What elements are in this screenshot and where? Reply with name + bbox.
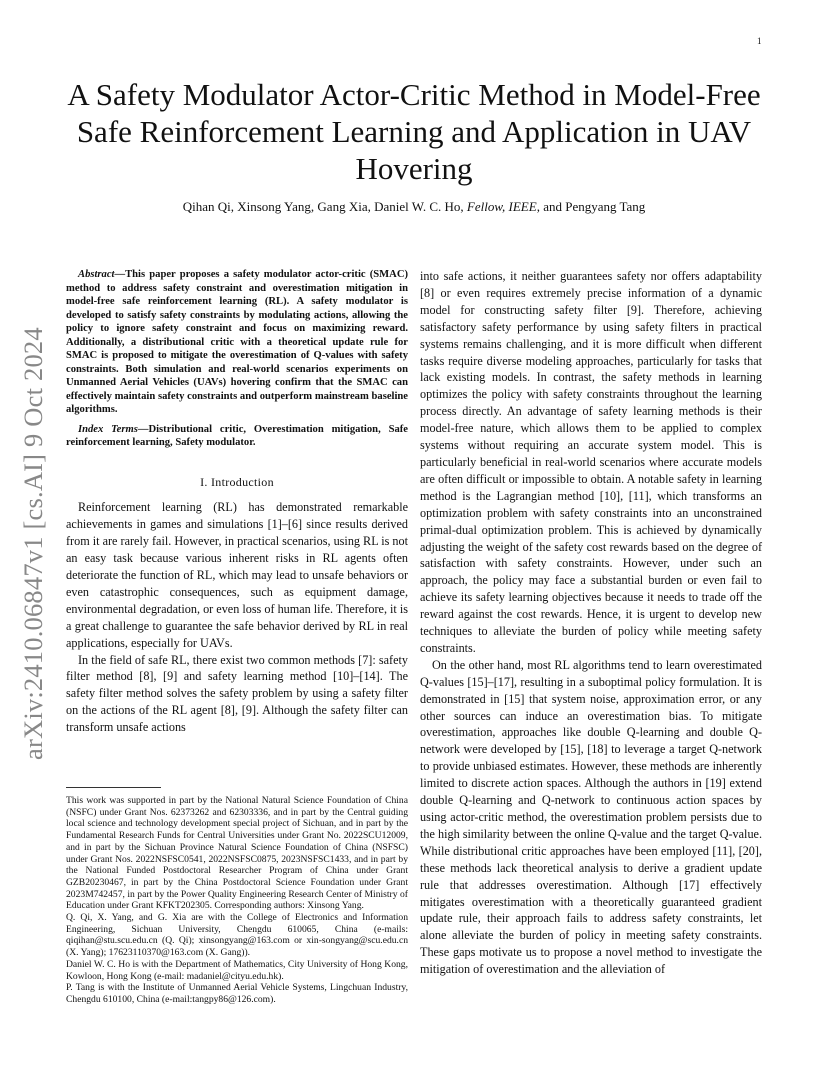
index-terms-label: Index Terms bbox=[78, 423, 138, 435]
page-number: 1 bbox=[757, 36, 762, 46]
index-terms bbox=[66, 423, 408, 450]
footnote-affiliation-1: Q. Qi, X. Yang, and G. Xia are with the College of Electronics and Information Engineering, Sichuan University, Chengdu 610065, China (e-mails: qiqihan@stu.scu.edu.cn (Q. Qi); xinsongyang@163.com or xin-songyang@scu.edu.cn (X. Yang); 17623110370@163.com (X. Gang)). bbox=[66, 912, 408, 959]
intro-paragraph-4: On the other hand, most RL algorithms tend to learn overestimated Q-values [15]–[17], resulting in a suboptimal policy formulation. It is demonstrated in [15] that system noise, approximation error, or any other sources can induce an overestimation bias. To mitigate overestimation, approaches like double Q-learning and double Q-network were developed by [15], [18] to leverage a target Q-network to provide unbiased estimates. However, these methods are inherently limited to discrete action spaces. Although the authors in [19] extend double Q-learning and Q-network to continuous action spaces by using actor-critic method, the overestimation problem persists due to the high similarity between the online Q-value and the target Q-value. While distributional critic approaches have been employed [11], [20], these methods lack theoretical analysis to derive a gradient update rule that addresses overestimation. Although [17] effectively mitigates overestimation with a theoretically guaranteed gradient update rule, their approach fails to address safety constraints, let alone alleviate the burden of policy in meeting safety constraints. These gaps motivate us to propose a novel method to investigate the mitigation of overestimation and the alleviation of bbox=[420, 657, 762, 977]
author-line bbox=[60, 199, 768, 215]
intro-paragraph-2: In the field of safe RL, there exist two common methods [7]: safety filter method [8], [9] and safety learning method [10]–[14]. The safety filter method solves the safety problem by using a safety filter on the actions of the RL agent [8], [9]. Although the safety filter can transform unsafe actions bbox=[66, 652, 408, 735]
footnote-affiliation-2: Daniel W. C. Ho is with the Department of Mathematics, City University of Hong Kong, Kowloon, Hong Kong (e-mail: madaniel@cityu.edu.hk). bbox=[66, 958, 408, 982]
footnote-funding: This work was supported in part by the National Natural Science Foundation of China (NSFC) under Grant Nos. 62373262 and 62303336, and in part by the Central guiding local science and technology development special project of Sichuan, and in part by the Fundamental Research Funds for Central Universities under Grant No. 2022SCU12009, and in part by the Sichuan Province Natural Science Foundation of China (NSFSC) under Grant Nos. 2022NSFSC0541, 2022NSFSC0875, 2023NSFSC1433, and in part by the National Funded Postdoctoral Researcher Program of China under Grant GZB20230467, in part by the China Postdoctoral Science Foundation under Grant 2023M742457, in part by the Power Quality Engineering Research Center of Ministry of Education under Grant KFKT202305. Corresponding authors: Xinsong Yang. bbox=[66, 795, 408, 912]
paper-title: A Safety Modulator Actor-Critic Method in Model-Free Safe Reinforcement Learning and Application in UAV Hovering bbox=[67, 77, 761, 186]
author-names: Qihan Qi, Xinsong Yang, Gang Xia, Daniel W. C. Ho, bbox=[182, 199, 464, 214]
footnote-divider bbox=[66, 787, 161, 788]
fellow-title: Fellow, IEEE bbox=[466, 199, 537, 214]
arxiv-identifier: arXiv:2410.06847v1 [cs.AI] 9 Oct 2024 bbox=[18, 327, 48, 760]
left-column bbox=[66, 268, 408, 736]
intro-paragraph-1: Reinforcement learning (RL) has demonstrated remarkable achievements in games and simulations [1]–[6] since results derived from it are rarely fail. However, in practical scenarios, using RL is not an easy task because various inherent risks in RL agents often deteriorate the function of RL, which may lead to unsafe behaviors or even catastrophic consequences, such as equipment damage, environmental degradation, or even loss of human life. Therefore, it is a great challenge to guarantee the safe behavior derived by RL in real applications, especially for UAVs. bbox=[66, 500, 408, 650]
index-terms-text: —Distributional critic, Overestimation mitigation, Safe reinforcement learning, Safety modulator. bbox=[66, 423, 408, 448]
abstract bbox=[66, 268, 408, 417]
footnote-affiliation-3: P. Tang is with the Institute of Unmanned Aerial Vehicle Systems, Lingchuan Industry, Chengdu 610100, China (e-mail:tangpy86@126.com). bbox=[66, 982, 408, 1005]
right-column bbox=[420, 268, 762, 978]
author-names-tail: , and Pengyang Tang bbox=[536, 199, 646, 214]
intro-paragraph-3: into safe actions, it neither guarantees safety nor offers adaptability [8] or even requires extremely precise information of a dynamic model for constructing safety filter [9]. Therefore, achieving satisfactory safety performance by using safety filters in practical systems remains challenging, and it is more difficult when different tasks require diverse modeling approaches, particularly for tasks that lack existing models. In contrast, the safety methods in learning optimizes the policy with safety constraints throughout the learning process directly. An advantage of safety learning methods is their model-free nature, which allows them to be applied to complex systems without requiring an accurate system model. This is particularly beneficial in real-world scenarios where accurate models are often difficult or impossible to obtain. A notable safety in learning method is the Lagrangian method [10], [11], which transforms an optimization problem with safety constraints into an unconstrained primal-dual optimization problem. This is achieved by dynamically adjusting the weight of the safety cost rewards based on the degree of satisfaction with safety constraints. However, under such an approach, the policy may face a substantial burden or even fail to achieve its safety learning objectives because it needs to trade off the reward against the cost rewards. Hence, it is urgent to develop new techniques to alleviate the burden of policy while meeting safety constraints. bbox=[420, 269, 762, 655]
section-heading: I. Introduction bbox=[200, 474, 274, 489]
footnotes bbox=[66, 795, 408, 1006]
abstract-label: Abstract bbox=[78, 269, 115, 280]
abstract-text: —This paper proposes a safety modulator actor-critic (SMAC) method to address safety constraint and overestimation mitigation in model-free safe reinforcement learning (RL). A safety modulator is developed to satisfy safety constraints by modulating actions, allowing the policy to ignore safety constraint and focus on maximizing reward. Additionally, a distributional critic with a theoretical update rule for SMAC is proposed to mitigate the overestimation of Q-values with safety constraints. Both simulation and real-world scenarios experiments on Unmanned Aerial Vehicles (UAVs) hovering confirm that the SMAC can effectively maintain safety constraints and outperform mainstream baseline algorithms. bbox=[66, 269, 408, 415]
